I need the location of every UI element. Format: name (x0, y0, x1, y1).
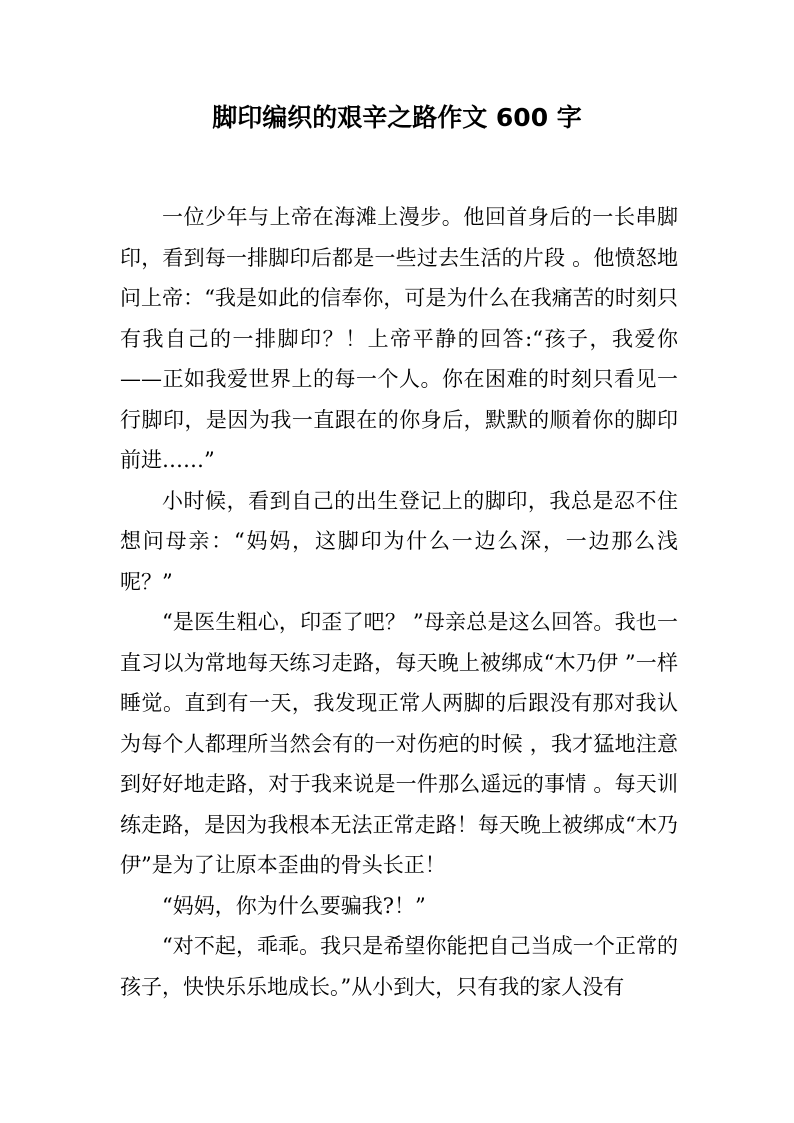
paragraph: “妈妈，你为什么要骗我?！” (162, 893, 426, 918)
document-title: 脚印编织的艰辛之路作文 600 字 (212, 103, 582, 132)
paragraph: “对不起，乖乖。我只是希望你能把自己当成一个正常的孩子，快快乐乐地成长。”从小到大，只有我的家人没有 (120, 934, 678, 999)
document-body (120, 197, 678, 1007)
paragraph: “是医生粗心，印歪了吧？ ”母亲总是这么回答。我也一直习以为常地每天练习走路，每天晚上被绑成“木乃伊 ”一样睡觉。直到有一天，我发现正常人两脚的后跟没有那对我认为每个人都理所当然会有的一对伤疤的时候 ，我才猛地注意到好好地走路，对于我来说是一件那么遥远的事情 。每天训练走路，是因为我根本无法正常走路！每天晚上被绑成“木乃伊”是为了让原本歪曲的骨头长正！ (120, 610, 678, 877)
paragraph: 一位少年与上帝在海滩上漫步。他回首身后的一长串脚印，看到每一排脚印后都是一些过去生活的片段 。他愤怒地问上帝：“我是如此的信奉你，可是为什么在我痛苦的时刻只有我自己的一排脚印？！上帝平静的回答:“孩子，我爱你——正如我爱世界上的每一个人。你在困难的时刻只看见一行脚印，是因为我一直跟在的你身后，默默的顺着你的脚印前进……” (120, 205, 678, 472)
paragraph: 小时候，看到自己的出生登记上的脚印，我总是忍不住想问母亲：“妈妈，这脚印为什么一边么深，一边那么浅呢？” (120, 488, 678, 594)
